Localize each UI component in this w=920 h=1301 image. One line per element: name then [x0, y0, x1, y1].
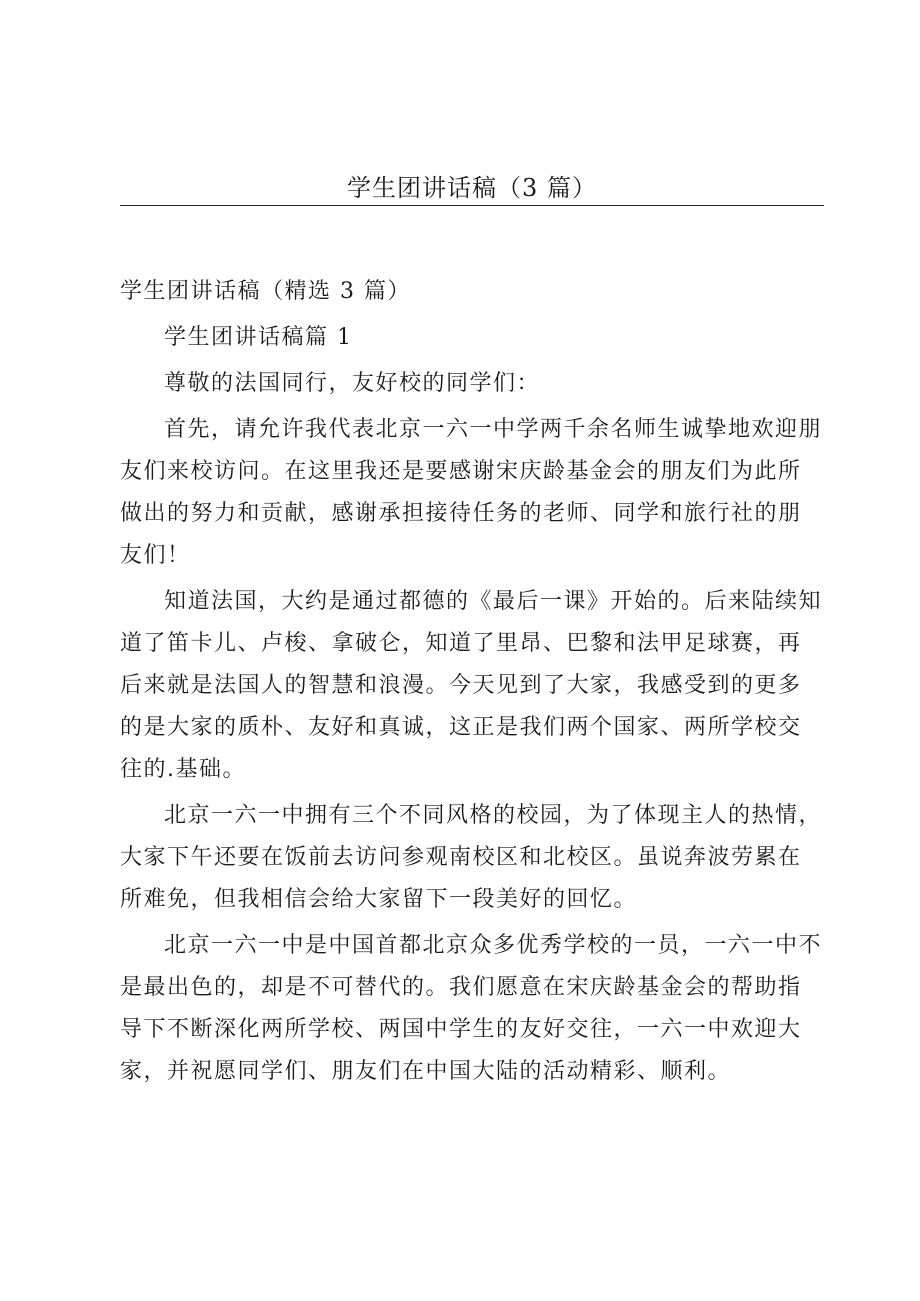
- body-paragraph: 北京一六一中拥有三个不同风格的校园，为了体现主人的热情，大家下午还要在饭前去访问参观南校区和北校区。虽说奔波劳累在所难免，但我相信会给大家留下一段美好的回忆。: [120, 803, 823, 912]
- salutation: 尊敬的法国同行，友好校的同学们：: [164, 371, 541, 396]
- document-body: [120, 271, 824, 1097]
- body-paragraph: 知道法国，大约是通过都德的《最后一课》开始的。后来陆续知道了笛卡儿、卢梭、拿破仑，知道了里昂、巴黎和法甲足球赛，再后来就是法国人的智慧和浪漫。今天见到了大家，我感受到的更多的是大家的质朴、友好和真诚，这正是我们两个国家、两所学校交往的.基础。: [120, 589, 823, 782]
- title-underline: [120, 205, 824, 206]
- body-paragraph: 北京一六一中是中国首都北京众多优秀学校的一员，一六一中不是最出色的，却是不可替代的。我们愿意在宋庆龄基金会的帮助指导下不断深化两所学校、两国中学生的友好交往，一六一中欢迎大家，并祝愿同学们、朋友们在中国大陆的活动精彩、顺利。: [120, 933, 823, 1084]
- document-subtitle: 学生团讲话稿（精选 3 篇）: [120, 279, 411, 304]
- document-title: 学生团讲话稿（3 篇）: [347, 174, 597, 202]
- body-paragraph: 首先，请允许我代表北京一六一中学两千余名师生诚挚地欢迎朋友们来校访问。在这里我还是要感谢宋庆龄基金会的朋友们为此所做出的努力和贡献，感谢承担接待任务的老师、同学和旅行社的朋友们！: [120, 417, 823, 568]
- section-heading: 学生团讲话稿篇 1: [164, 325, 353, 350]
